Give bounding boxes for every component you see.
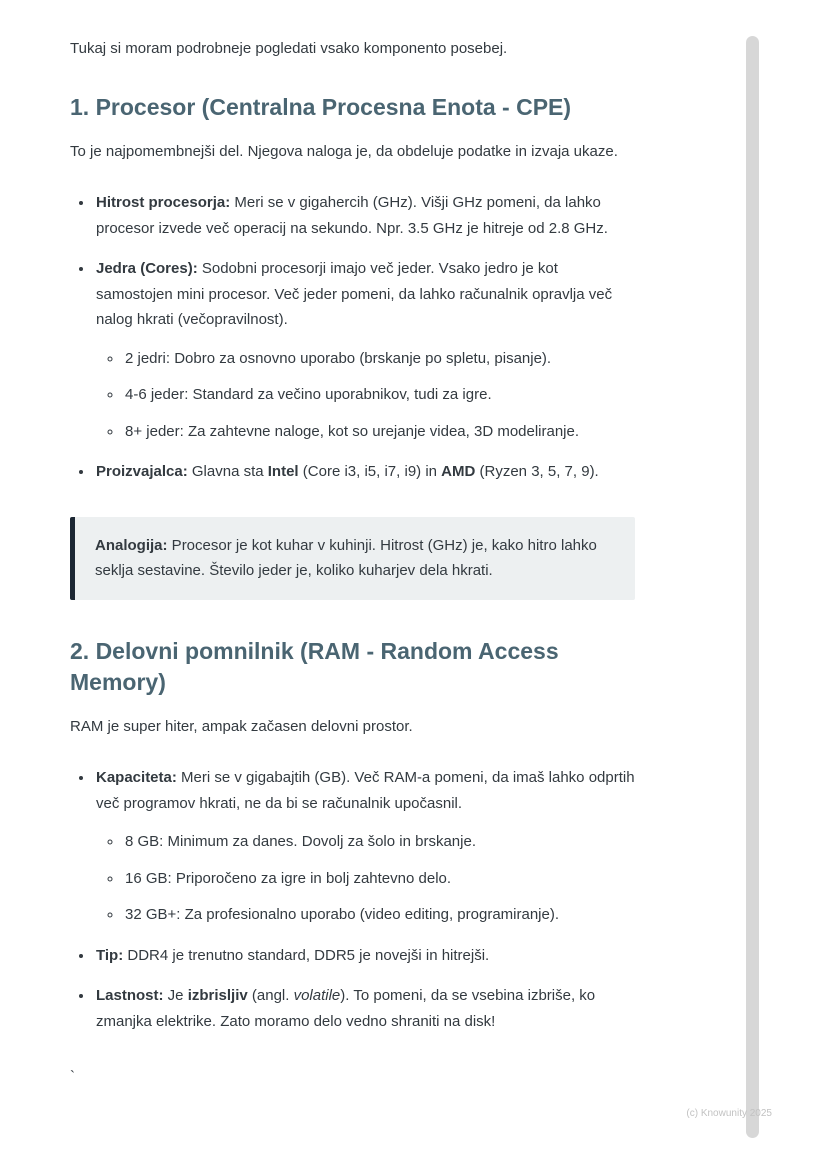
scrollbar-thumb[interactable] [746, 36, 759, 1138]
list-item-16gb [123, 866, 635, 892]
bullet-text: Glavna sta [187, 463, 268, 481]
footer-copyright: (c) Knowunity 2025 [686, 1108, 772, 1119]
analogy-callout [70, 517, 635, 600]
section-1-paragraph: To je najpomembnejši del. Njegova naloga je, da obdeluje podatke in izvaja ukaze. [70, 142, 618, 160]
list-item-cores [94, 256, 635, 444]
bullet-text: ). To pomeni, da se vsebina izbriše, ko zmanjka elektrike. Zato moramo delo vedno shraniti na disk! [96, 987, 596, 1030]
list-item-capacity [94, 765, 635, 928]
list-item-32gb [123, 902, 635, 928]
sub-bullet-text: 8+ jeder: Za zahtevne naloge, kot so urejanje videa, 3D modeliranje. [125, 422, 580, 440]
list-item-4-6-cores [123, 382, 635, 408]
bullet-text: Meri se v gigabajtih (GB). Več RAM-a pomeni, da imaš lahko odprtih več programov hkrati, ne da bi se računalnik upočasnil. [96, 769, 635, 812]
stray-character: ` [70, 1068, 75, 1086]
bullet-label: Jedra (Cores): [96, 260, 198, 278]
callout-label: Analogija: [95, 536, 168, 554]
bullet-label: Kapaciteta: [96, 769, 177, 787]
list-item-8gb [123, 829, 635, 855]
bullet-label: Lastnost: [96, 987, 164, 1005]
bullet-text: DDR4 je trenutno standard, DDR5 je novejši in hitrejši. [123, 946, 490, 964]
bullet-text: (Ryzen 3, 5, 7, 9). [475, 463, 599, 481]
section-1-heading: 1. Procesor (Centralna Procesna Enota - CPE) [70, 93, 572, 120]
intro-paragraph: Tukaj si moram podrobneje pogledati vsako komponento posebej. [70, 40, 508, 57]
section-1-bullet-list [70, 190, 635, 485]
sub-bullet-text: 32 GB+: Za profesionalno uporabo (video editing, programiranje). [125, 906, 560, 924]
bullet-label: Hitrost procesorja: [96, 194, 231, 212]
bullet-label: Tip: [96, 946, 124, 964]
list-item-2-cores [123, 346, 635, 372]
section-2-paragraph: RAM je super hiter, ampak začasen delovni prostor. [70, 717, 413, 735]
sub-bullet-text: 2 jedri: Dobro za osnovno uporabo (brskanje po spletu, pisanje). [125, 349, 552, 367]
section-2-bullet-list [70, 765, 635, 1034]
brand-amd: AMD [441, 463, 476, 481]
sub-bullet-text: 16 GB: Priporočeno za igre in bolj zahtevno delo. [125, 869, 452, 887]
bold-term: izbrisljiv [187, 987, 248, 1005]
callout-text: Procesor je kot kuhar v kuhinji. Hitrost (GHz) je, kako hitro lahko seklja sestavine. Število jeder je, koliko kuharjev dela hkrati. [95, 536, 597, 580]
document-content [70, 36, 635, 1090]
list-item-8-plus-cores [123, 419, 635, 445]
bullet-text: Je [163, 987, 188, 1005]
list-item-ram-type [94, 943, 635, 969]
list-item-ram-property [94, 983, 635, 1034]
capacity-sub-list [96, 829, 635, 928]
bullet-text: Meri se v gigahercih (GHz). Višji GHz pomeni, da lahko procesor izvede več operacij na sekundo. Npr. 3.5 GHz je hitreje od 2.8 GHz. [96, 194, 608, 237]
bullet-label: Proizvajalca: [96, 463, 188, 481]
italic-term: volatile [293, 987, 341, 1005]
bullet-text: (angl. [247, 987, 294, 1005]
sub-bullet-text: 8 GB: Minimum za danes. Dovolj za šolo in brskanje. [125, 833, 476, 851]
sub-bullet-text: 4-6 jeder: Standard za večino uporabnikov, tudi za igre. [125, 386, 492, 404]
section-2-heading: 2. Delovni pomnilnik (RAM - Random Access Memory) [70, 637, 559, 695]
bullet-text: (Core i3, i5, i7, i9) in [298, 463, 442, 481]
cores-sub-list [96, 346, 635, 445]
list-item-manufacturers [94, 459, 635, 485]
list-item-processor-speed [94, 190, 635, 241]
brand-intel: Intel [267, 463, 299, 481]
bullet-text: Sodobni procesorji imajo več jeder. Vsako jedro je kot samostojen mini procesor. Več jeder pomeni, da lahko računalnik opravlja več nalog hkrati (večopravilnost). [96, 260, 613, 329]
